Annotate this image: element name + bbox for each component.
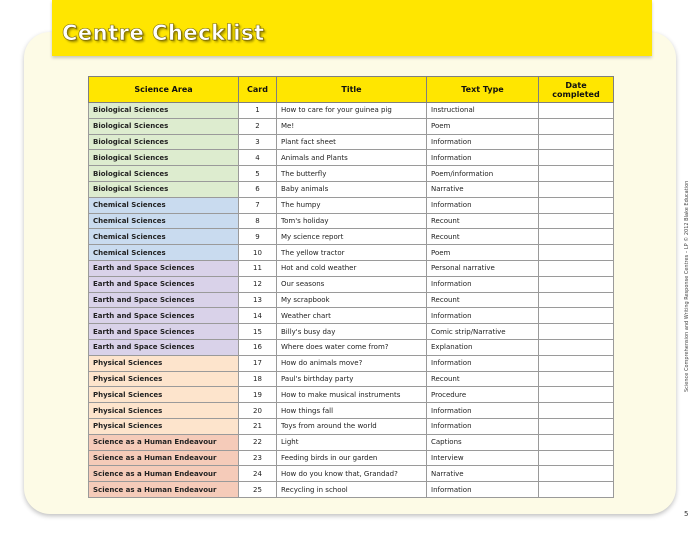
date-completed-cell[interactable] <box>539 434 614 450</box>
page-title: Centre Checklist <box>62 21 265 45</box>
card-number-cell: 18 <box>239 371 277 387</box>
title-cell: Tom's holiday <box>277 213 427 229</box>
area-cell: Physical Sciences <box>89 387 239 403</box>
table-row <box>89 466 614 482</box>
card-number-cell: 7 <box>239 197 277 213</box>
title-cell: How to care for your guinea pig <box>277 103 427 119</box>
text-type-cell: Information <box>427 403 539 419</box>
area-cell: Biological Sciences <box>89 166 239 182</box>
title-cell: The yellow tractor <box>277 245 427 261</box>
header-text-type: Text Type <box>427 77 539 103</box>
date-completed-cell[interactable] <box>539 260 614 276</box>
text-type-cell: Recount <box>427 229 539 245</box>
header-date-completed: Date completed <box>539 77 614 103</box>
card-number-cell: 15 <box>239 324 277 340</box>
date-completed-cell[interactable] <box>539 371 614 387</box>
table-row <box>89 245 614 261</box>
table-row <box>89 260 614 276</box>
table-row <box>89 371 614 387</box>
card-number-cell: 5 <box>239 166 277 182</box>
text-type-cell: Information <box>427 276 539 292</box>
card-number-cell: 17 <box>239 355 277 371</box>
table-row <box>89 229 614 245</box>
table-body <box>89 103 614 498</box>
card-number-cell: 23 <box>239 450 277 466</box>
card-number-cell: 8 <box>239 213 277 229</box>
table-row <box>89 213 614 229</box>
text-type-cell: Information <box>427 418 539 434</box>
card-number-cell: 19 <box>239 387 277 403</box>
page-number: 5 <box>684 510 689 518</box>
card-number-cell: 20 <box>239 403 277 419</box>
text-type-cell: Recount <box>427 292 539 308</box>
title-cell: Billy's busy day <box>277 324 427 340</box>
area-cell: Earth and Space Sciences <box>89 308 239 324</box>
area-cell: Physical Sciences <box>89 355 239 371</box>
title-cell: Me! <box>277 118 427 134</box>
area-cell: Science as a Human Endeavour <box>89 450 239 466</box>
title-cell: Where does water come from? <box>277 339 427 355</box>
card-number-cell: 14 <box>239 308 277 324</box>
area-cell: Earth and Space Sciences <box>89 260 239 276</box>
card-number-cell: 25 <box>239 482 277 498</box>
date-completed-cell[interactable] <box>539 181 614 197</box>
table-row <box>89 418 614 434</box>
table-row <box>89 292 614 308</box>
area-cell: Earth and Space Sciences <box>89 292 239 308</box>
date-completed-cell[interactable] <box>539 339 614 355</box>
card-number-cell: 10 <box>239 245 277 261</box>
table-row <box>89 118 614 134</box>
card-number-cell: 24 <box>239 466 277 482</box>
area-cell: Chemical Sciences <box>89 229 239 245</box>
text-type-cell: Comic strip/Narrative <box>427 324 539 340</box>
text-type-cell: Procedure <box>427 387 539 403</box>
date-completed-cell[interactable] <box>539 118 614 134</box>
title-cell: Toys from around the world <box>277 418 427 434</box>
header-card: Card <box>239 77 277 103</box>
area-cell: Physical Sciences <box>89 403 239 419</box>
text-type-cell: Information <box>427 355 539 371</box>
title-cell: How things fall <box>277 403 427 419</box>
date-completed-cell[interactable] <box>539 482 614 498</box>
table-row <box>89 308 614 324</box>
card-number-cell: 12 <box>239 276 277 292</box>
date-completed-cell[interactable] <box>539 197 614 213</box>
date-completed-cell[interactable] <box>539 229 614 245</box>
date-completed-cell[interactable] <box>539 324 614 340</box>
table-row <box>89 324 614 340</box>
table-row <box>89 276 614 292</box>
area-cell: Science as a Human Endeavour <box>89 434 239 450</box>
text-type-cell: Narrative <box>427 181 539 197</box>
date-completed-cell[interactable] <box>539 387 614 403</box>
text-type-cell: Explanation <box>427 339 539 355</box>
date-completed-cell[interactable] <box>539 134 614 150</box>
title-cell: Paul's birthday party <box>277 371 427 387</box>
title-cell: How to make musical instruments <box>277 387 427 403</box>
area-cell: Physical Sciences <box>89 418 239 434</box>
text-type-cell: Information <box>427 482 539 498</box>
area-cell: Biological Sciences <box>89 150 239 166</box>
area-cell: Chemical Sciences <box>89 245 239 261</box>
title-cell: Feeding birds in our garden <box>277 450 427 466</box>
area-cell: Physical Sciences <box>89 371 239 387</box>
area-cell: Biological Sciences <box>89 134 239 150</box>
area-cell: Science as a Human Endeavour <box>89 466 239 482</box>
date-completed-cell[interactable] <box>539 355 614 371</box>
title-cell: My scrapbook <box>277 292 427 308</box>
card-number-cell: 21 <box>239 418 277 434</box>
card-number-cell: 6 <box>239 181 277 197</box>
title-cell: Weather chart <box>277 308 427 324</box>
date-completed-cell[interactable] <box>539 418 614 434</box>
date-completed-cell[interactable] <box>539 166 614 182</box>
table-row <box>89 134 614 150</box>
title-banner <box>52 0 652 56</box>
card-number-cell: 13 <box>239 292 277 308</box>
title-cell: How do animals move? <box>277 355 427 371</box>
table-row <box>89 150 614 166</box>
date-completed-cell[interactable] <box>539 292 614 308</box>
text-type-cell: Recount <box>427 213 539 229</box>
title-cell: How do you know that, Grandad? <box>277 466 427 482</box>
date-completed-cell[interactable] <box>539 308 614 324</box>
date-completed-cell[interactable] <box>539 276 614 292</box>
table-row <box>89 181 614 197</box>
card-number-cell: 11 <box>239 260 277 276</box>
card-number-cell: 2 <box>239 118 277 134</box>
card-number-cell: 22 <box>239 434 277 450</box>
table-row <box>89 434 614 450</box>
text-type-cell: Narrative <box>427 466 539 482</box>
table-row <box>89 387 614 403</box>
text-type-cell: Personal narrative <box>427 260 539 276</box>
title-cell: Hot and cold weather <box>277 260 427 276</box>
card-number-cell: 9 <box>239 229 277 245</box>
header-title: Title <box>277 77 427 103</box>
table-row <box>89 166 614 182</box>
title-cell: The butterfly <box>277 166 427 182</box>
text-type-cell: Poem/information <box>427 166 539 182</box>
header-science-area: Science Area <box>89 77 239 103</box>
area-cell: Science as a Human Endeavour <box>89 482 239 498</box>
table-row <box>89 355 614 371</box>
card-number-cell: 3 <box>239 134 277 150</box>
card-number-cell: 1 <box>239 103 277 119</box>
centre-checklist-table <box>88 76 614 498</box>
date-completed-cell[interactable] <box>539 103 614 119</box>
area-cell: Biological Sciences <box>89 118 239 134</box>
date-completed-cell[interactable] <box>539 403 614 419</box>
card-number-cell: 16 <box>239 339 277 355</box>
table-header-row <box>89 77 614 103</box>
text-type-cell: Information <box>427 308 539 324</box>
text-type-cell: Information <box>427 134 539 150</box>
table-row <box>89 450 614 466</box>
text-type-cell: Information <box>427 197 539 213</box>
table-row <box>89 339 614 355</box>
table-row <box>89 197 614 213</box>
card-number-cell: 4 <box>239 150 277 166</box>
area-cell: Biological Sciences <box>89 181 239 197</box>
date-completed-cell[interactable] <box>539 450 614 466</box>
text-type-cell: Instructional <box>427 103 539 119</box>
text-type-cell: Poem <box>427 245 539 261</box>
title-cell: My science report <box>277 229 427 245</box>
text-type-cell: Captions <box>427 434 539 450</box>
date-completed-cell[interactable] <box>539 466 614 482</box>
title-cell: Recycling in school <box>277 482 427 498</box>
area-cell: Biological Sciences <box>89 103 239 119</box>
area-cell: Earth and Space Sciences <box>89 276 239 292</box>
side-credit: Science Comprehension and Writing Response Centres – LP © 2012 Blake Education <box>684 180 690 392</box>
table-row <box>89 482 614 498</box>
text-type-cell: Interview <box>427 450 539 466</box>
date-completed-cell[interactable] <box>539 245 614 261</box>
table-row <box>89 103 614 119</box>
area-cell: Chemical Sciences <box>89 213 239 229</box>
area-cell: Chemical Sciences <box>89 197 239 213</box>
text-type-cell: Recount <box>427 371 539 387</box>
title-cell: Plant fact sheet <box>277 134 427 150</box>
text-type-cell: Information <box>427 150 539 166</box>
date-completed-cell[interactable] <box>539 213 614 229</box>
title-cell: Our seasons <box>277 276 427 292</box>
area-cell: Earth and Space Sciences <box>89 324 239 340</box>
title-cell: The humpy <box>277 197 427 213</box>
title-cell: Baby animals <box>277 181 427 197</box>
date-completed-cell[interactable] <box>539 150 614 166</box>
area-cell: Earth and Space Sciences <box>89 339 239 355</box>
title-cell: Light <box>277 434 427 450</box>
text-type-cell: Poem <box>427 118 539 134</box>
title-cell: Animals and Plants <box>277 150 427 166</box>
table-row <box>89 403 614 419</box>
